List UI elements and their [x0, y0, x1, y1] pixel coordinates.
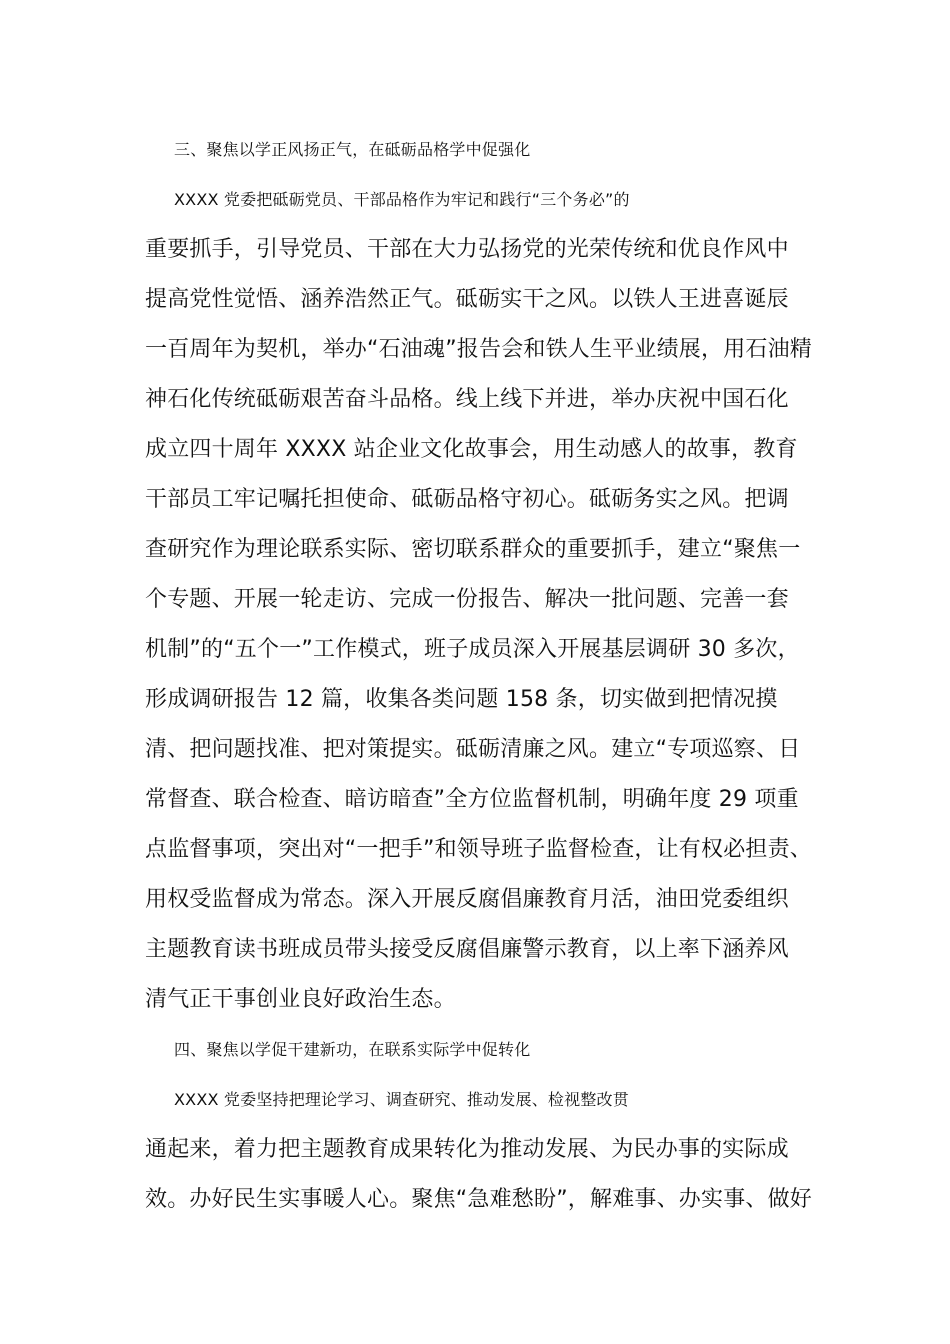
- paragraph-line: 常督查、联合检查、暗访暗查”全方位监督机制，明确年度 29 项重: [145, 787, 799, 812]
- paragraph-line: 一百周年为契机，举办“石油魂”报告会和铁人生平业绩展，用石油精: [145, 337, 812, 362]
- paragraph-line: 主题教育读书班成员带头接受反腐倡廉警示教育，以上率下涵养风: [145, 937, 789, 962]
- paragraph-line: 干部员工牢记嘱托担使命、砥砺品格守初心。砥砺务实之风。把调: [145, 487, 789, 512]
- paragraph-line: 查研究作为理论联系实际、密切联系群众的重要抓手，建立“聚焦一: [145, 537, 801, 562]
- paragraph-line: 形成调研报告 12 篇，收集各类问题 158 条，切实做到把情况摸: [145, 687, 778, 712]
- paragraph-line: 用权受监督成为常态。深入开展反腐倡廉教育月活，油田党委组织: [145, 887, 789, 912]
- paragraph-line: 通起来，着力把主题教育成果转化为推动发展、为民办事的实际成: [145, 1137, 789, 1162]
- paragraph-line: 清气正干事创业良好政治生态。: [145, 987, 456, 1012]
- paragraph-line: XXXX 党委坚持把理论学习、调查研究、推动发展、检视整改贯: [174, 1090, 629, 1109]
- paragraph-line: 个专题、开展一轮走访、完成一份报告、解决一批问题、完善一套: [145, 587, 789, 612]
- paragraph-line: 点监督事项，突出对“一把手”和领导班子监督检查，让有权必担责、: [145, 837, 812, 862]
- paragraph-line: XXXX 党委把砥砺党员、干部品格作为牢记和践行“三个务必”的: [174, 190, 630, 209]
- paragraph-line: 清、把问题找准、把对策提实。砥砺清廉之风。建立“专项巡察、日: [145, 737, 801, 762]
- paragraph-line: 机制”的“五个一”工作模式，班子成员深入开展基层调研 30 多次，: [145, 637, 800, 662]
- paragraph-line: 重要抓手，引导党员、干部在大力弘扬党的光荣传统和优良作风中: [145, 237, 789, 262]
- paragraph-line: 神石化传统砥砺艰苦奋斗品格。线上线下并进，举办庆祝中国石化: [145, 387, 789, 412]
- paragraph-line: 成立四十周年 XXXX 站企业文化故事会，用生动感人的故事，教育: [145, 437, 798, 462]
- paragraph-line: 效。办好民生实事暖人心。聚焦“急难愁盼”，解难事、办实事、做好: [145, 1187, 812, 1212]
- section-heading-4: 四、聚焦以学促干建新功，在联系实际学中促转化: [174, 1040, 531, 1059]
- section-heading-3: 三、聚焦以学正风扬正气，在砥砺品格学中促强化: [174, 140, 531, 159]
- paragraph-line: 提高党性觉悟、涵养浩然正气。砥砺实干之风。以铁人王进喜诞辰: [145, 287, 789, 312]
